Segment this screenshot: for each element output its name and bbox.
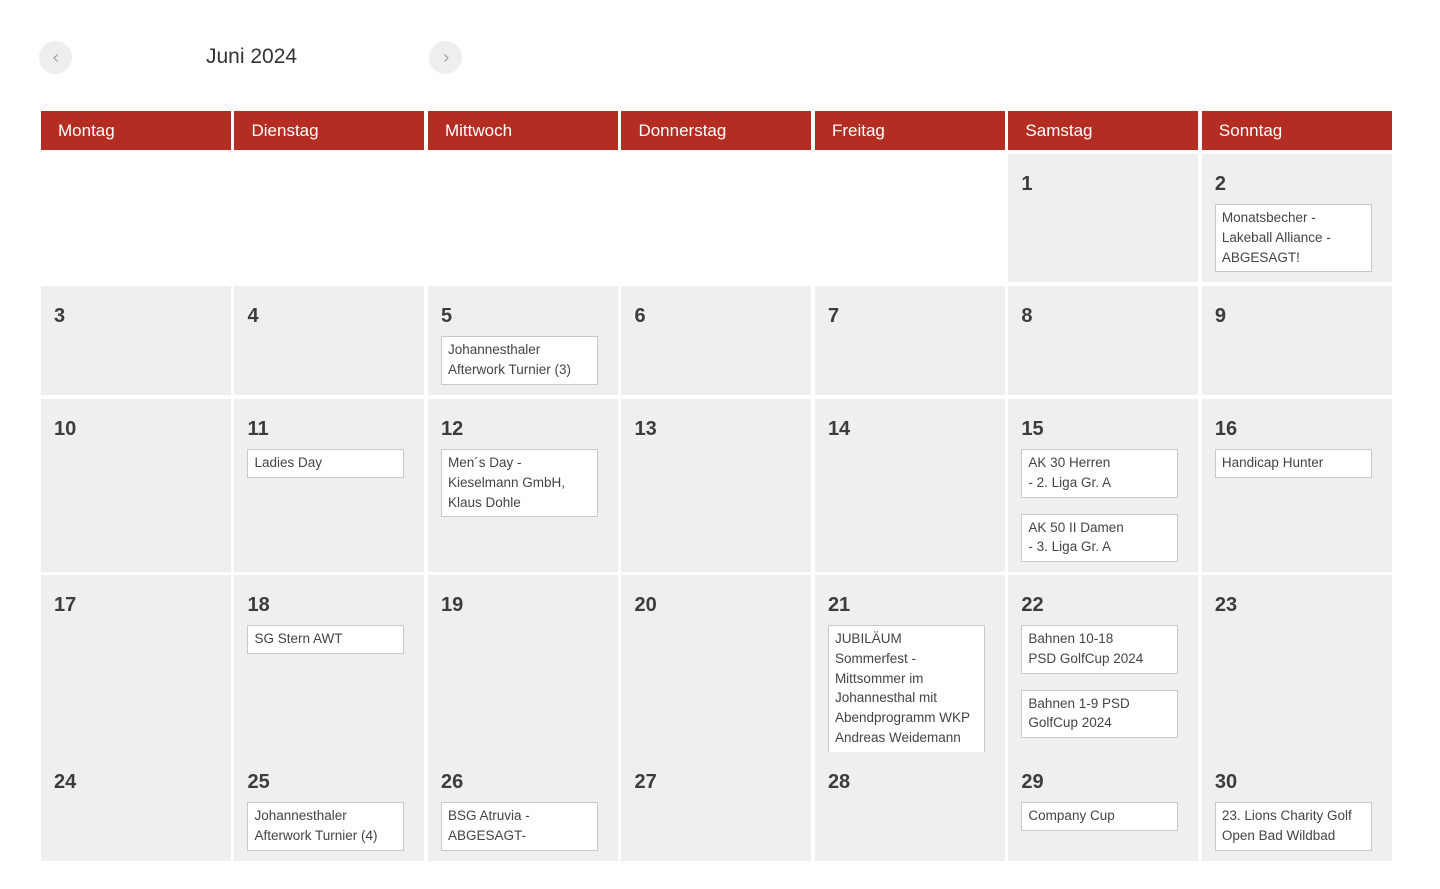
day-number: 7 — [827, 305, 840, 327]
day-cell[interactable] — [1202, 575, 1392, 763]
event-item[interactable]: Bahnen 10-18 PSD GolfCup 2024 — [1021, 625, 1178, 674]
event-item[interactable]: AK 50 II Damen - 3. Liga Gr. A — [1021, 514, 1178, 563]
week-row — [41, 575, 1392, 748]
day-number: 30 — [1214, 771, 1238, 793]
day-number: 9 — [1214, 305, 1227, 327]
empty-day-cell — [234, 154, 424, 282]
week-row — [41, 286, 1392, 395]
event-item[interactable]: Ladies Day — [247, 449, 404, 478]
day-cell[interactable] — [1202, 399, 1392, 572]
day-cell[interactable] — [1008, 154, 1198, 282]
day-number: 1 — [1021, 173, 1033, 195]
day-number: 17 — [54, 594, 77, 616]
day-cell[interactable] — [621, 752, 811, 861]
day-cell[interactable] — [815, 399, 1005, 572]
chevron-right-icon — [441, 53, 451, 63]
day-cell[interactable] — [815, 286, 1005, 395]
week-row — [41, 154, 1392, 282]
event-item[interactable]: Johannesthaler Afterwork Turnier (3) — [441, 336, 598, 385]
empty-day-cell — [41, 154, 231, 282]
weekday-header: Dienstag — [234, 111, 424, 150]
next-month-button[interactable] — [429, 41, 462, 74]
day-number: 24 — [54, 771, 77, 793]
weekday-header: Donnerstag — [621, 111, 811, 150]
day-cell[interactable] — [815, 752, 1005, 861]
day-number: 25 — [247, 771, 270, 793]
day-number: 19 — [440, 594, 464, 616]
day-number: 23 — [1214, 594, 1238, 616]
day-cell[interactable] — [1008, 399, 1198, 572]
day-cell[interactable] — [41, 575, 231, 763]
empty-day-cell — [621, 154, 811, 282]
day-number: 15 — [1021, 418, 1044, 440]
day-number: 26 — [440, 771, 464, 793]
day-cell[interactable] — [41, 399, 231, 572]
day-number: 14 — [827, 418, 851, 440]
day-number: 22 — [1021, 594, 1044, 616]
day-number: 18 — [247, 594, 270, 616]
day-cell[interactable] — [41, 286, 231, 395]
day-cell[interactable] — [1202, 154, 1392, 282]
day-cell[interactable] — [1008, 752, 1198, 861]
event-item[interactable]: Monatsbecher - Lakeball Alliance - ABGESAGT! — [1215, 204, 1372, 272]
day-number: 11 — [247, 418, 269, 440]
day-cell[interactable] — [234, 286, 424, 395]
month-title: Juni 2024 — [206, 45, 298, 68]
weekday-header: Montag — [41, 111, 231, 150]
event-item[interactable]: 23. Lions Charity Golf Open Bad Wildbad — [1215, 802, 1372, 851]
day-number: 13 — [634, 418, 657, 440]
day-cell[interactable] — [428, 286, 618, 395]
day-number: 20 — [634, 594, 657, 616]
day-number: 16 — [1214, 418, 1238, 440]
day-cell[interactable] — [1202, 286, 1392, 395]
day-cell[interactable] — [234, 752, 424, 861]
day-number: 12 — [440, 418, 464, 440]
day-number: 4 — [247, 305, 259, 327]
weekday-header: Freitag — [815, 111, 1005, 150]
weekday-header: Samstag — [1008, 111, 1198, 150]
weekday-header: Mittwoch — [428, 111, 618, 150]
day-number: 5 — [440, 305, 453, 327]
day-number: 3 — [54, 305, 66, 327]
day-number: 8 — [1021, 305, 1033, 327]
event-item[interactable]: BSG Atruvia - ABGESAGT- — [441, 802, 598, 851]
day-cell[interactable] — [428, 752, 618, 861]
event-item[interactable]: Bahnen 1-9 PSD GolfCup 2024 — [1021, 690, 1178, 739]
weekday-header: Sonntag — [1202, 111, 1392, 150]
day-number: 2 — [1214, 173, 1227, 195]
day-number: 21 — [827, 594, 851, 616]
week-row — [41, 752, 1392, 860]
empty-day-cell — [428, 154, 618, 282]
day-cell[interactable] — [621, 575, 811, 763]
chevron-left-icon — [51, 53, 61, 63]
week-row — [41, 399, 1392, 571]
day-cell[interactable] — [428, 399, 618, 572]
day-cell[interactable] — [234, 575, 424, 763]
day-cell[interactable] — [621, 399, 811, 572]
day-cell[interactable] — [428, 575, 618, 763]
empty-day-cell — [815, 154, 1005, 282]
day-cell[interactable] — [234, 399, 424, 572]
event-item[interactable]: Handicap Hunter — [1215, 449, 1372, 478]
day-cell[interactable] — [621, 286, 811, 395]
day-number: 28 — [827, 771, 851, 793]
day-cell[interactable] — [1202, 752, 1392, 861]
day-number: 6 — [634, 305, 646, 327]
day-cell[interactable] — [1008, 575, 1198, 763]
event-item[interactable]: SG Stern AWT — [247, 625, 404, 654]
event-item[interactable]: JUBILÄUM Sommerfest - Mittsommer im Johannesthal mit Abendprogramm WKP Andreas Weidemann — [828, 625, 985, 753]
day-number: 10 — [54, 418, 77, 440]
event-item[interactable]: Company Cup — [1021, 802, 1178, 831]
prev-month-button[interactable] — [39, 41, 72, 74]
event-item[interactable]: Johannesthaler Afterwork Turnier (4) — [247, 802, 404, 851]
day-cell[interactable] — [815, 575, 1005, 763]
calendar-grid — [41, 111, 1389, 860]
day-number: 27 — [634, 771, 657, 793]
event-item[interactable]: Men´s Day - Kieselmann GmbH, Klaus Dohle — [441, 449, 598, 517]
day-number: 29 — [1021, 771, 1044, 793]
day-cell[interactable] — [41, 752, 231, 861]
day-cell[interactable] — [1008, 286, 1198, 395]
event-item[interactable]: AK 30 Herren - 2. Liga Gr. A — [1021, 449, 1178, 498]
